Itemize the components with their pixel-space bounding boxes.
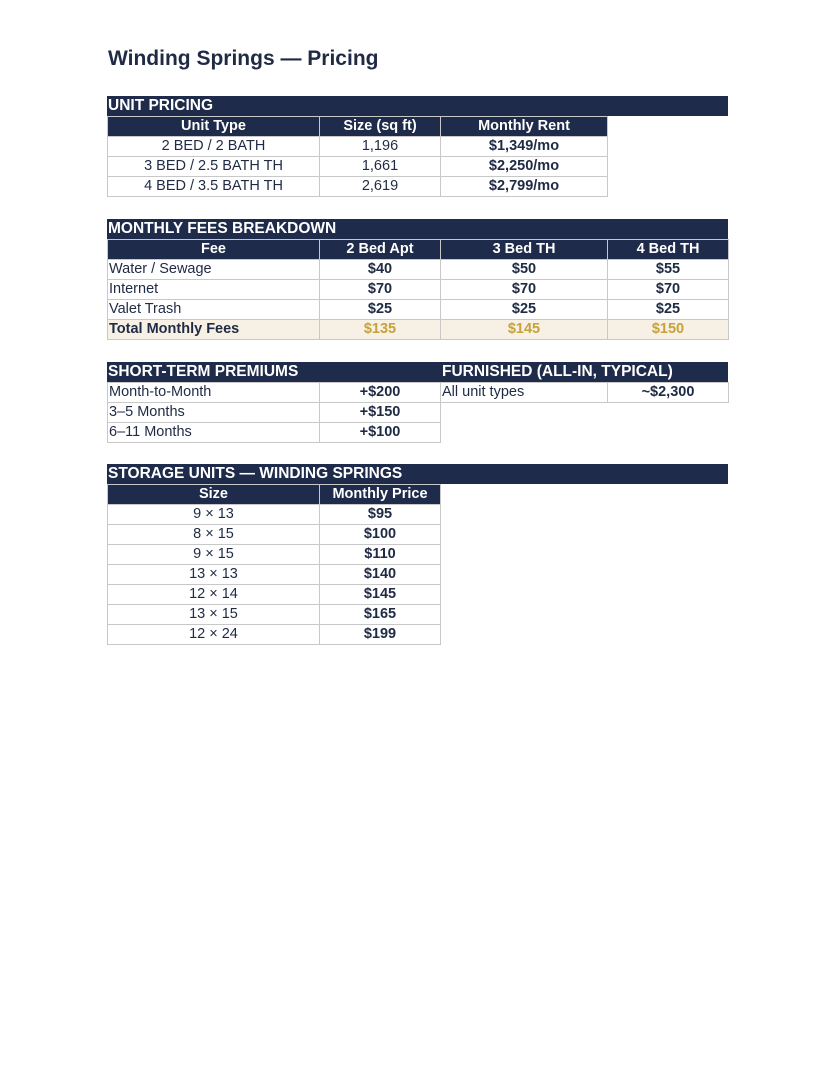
table-header-row <box>108 240 729 260</box>
table-row <box>108 625 441 645</box>
monthly-fees-heading: MONTHLY FEES BREAKDOWN <box>107 219 728 239</box>
column-header: Size <box>108 485 320 505</box>
table-header-row <box>108 117 608 137</box>
column-header: Monthly Rent <box>441 117 608 137</box>
fee-name-cell: Internet <box>108 280 320 300</box>
fee-value-cell: $50 <box>441 260 608 280</box>
fee-value-cell: $25 <box>320 300 441 320</box>
unit-pricing-heading: UNIT PRICING <box>107 96 728 116</box>
storage-size-cell: 13 × 13 <box>108 565 320 585</box>
furnished-table <box>440 382 729 403</box>
storage-size-cell: 12 × 24 <box>108 625 320 645</box>
term-label-cell: 6–11 Months <box>108 423 320 443</box>
storage-price-cell: $199 <box>320 625 441 645</box>
storage-size-cell: 12 × 14 <box>108 585 320 605</box>
storage-price-cell: $145 <box>320 585 441 605</box>
furnished-heading: FURNISHED (ALL-IN, TYPICAL) <box>441 362 728 382</box>
table-row <box>108 260 729 280</box>
storage-price-cell: $110 <box>320 545 441 565</box>
rent-cell: $2,799/mo <box>441 177 608 197</box>
table-row <box>108 157 608 177</box>
column-header: Monthly Price <box>320 485 441 505</box>
table-row <box>108 545 441 565</box>
table-row <box>108 585 441 605</box>
table-row <box>108 137 608 157</box>
term-premium-cell: +$150 <box>320 403 441 423</box>
column-header: Unit Type <box>108 117 320 137</box>
column-header: 3 Bed TH <box>441 240 608 260</box>
total-value-cell: $150 <box>608 320 729 340</box>
unit-type-cell: 2 BED / 2 BATH <box>108 137 320 157</box>
table-row <box>108 565 441 585</box>
term-premium-cell: +$200 <box>320 383 441 403</box>
storage-size-cell: 13 × 15 <box>108 605 320 625</box>
storage-price-cell: $165 <box>320 605 441 625</box>
term-label-cell: Month-to-Month <box>108 383 320 403</box>
table-row <box>108 300 729 320</box>
total-value-cell: $145 <box>441 320 608 340</box>
unit-type-cell: 4 BED / 3.5 BATH TH <box>108 177 320 197</box>
furnished-label-cell: All unit types <box>441 383 608 403</box>
fee-value-cell: $70 <box>320 280 441 300</box>
term-label-cell: 3–5 Months <box>108 403 320 423</box>
table-row <box>108 280 729 300</box>
rent-cell: $1,349/mo <box>441 137 608 157</box>
fee-value-cell: $55 <box>608 260 729 280</box>
storage-size-cell: 9 × 15 <box>108 545 320 565</box>
monthly-fees-table <box>107 239 729 340</box>
page-title: Winding Springs — Pricing <box>108 47 379 70</box>
short-term-table <box>107 382 441 443</box>
storage-price-cell: $100 <box>320 525 441 545</box>
fee-value-cell: $40 <box>320 260 441 280</box>
table-row <box>108 423 441 443</box>
fee-value-cell: $70 <box>441 280 608 300</box>
fee-value-cell: $25 <box>608 300 729 320</box>
furnished-price-cell: ~$2,300 <box>608 383 729 403</box>
storage-size-cell: 8 × 15 <box>108 525 320 545</box>
fee-value-cell: $70 <box>608 280 729 300</box>
storage-price-cell: $95 <box>320 505 441 525</box>
column-header: Size (sq ft) <box>320 117 441 137</box>
size-cell: 2,619 <box>320 177 441 197</box>
term-premium-cell: +$100 <box>320 423 441 443</box>
unit-pricing-table <box>107 116 608 197</box>
unit-type-cell: 3 BED / 2.5 BATH TH <box>108 157 320 177</box>
column-header: Fee <box>108 240 320 260</box>
table-row <box>108 403 441 423</box>
table-row <box>441 383 729 403</box>
fee-value-cell: $25 <box>441 300 608 320</box>
storage-table <box>107 484 441 645</box>
storage-price-cell: $140 <box>320 565 441 585</box>
short-term-heading: SHORT-TERM PREMIUMS <box>107 362 441 382</box>
rent-cell: $2,250/mo <box>441 157 608 177</box>
fee-name-cell: Water / Sewage <box>108 260 320 280</box>
table-row <box>108 383 441 403</box>
total-row <box>108 320 729 340</box>
size-cell: 1,661 <box>320 157 441 177</box>
table-header-row <box>108 485 441 505</box>
total-value-cell: $135 <box>320 320 441 340</box>
table-row <box>108 605 441 625</box>
table-row <box>108 177 608 197</box>
fee-name-cell: Valet Trash <box>108 300 320 320</box>
table-row <box>108 505 441 525</box>
column-header: 4 Bed TH <box>608 240 729 260</box>
column-header: 2 Bed Apt <box>320 240 441 260</box>
size-cell: 1,196 <box>320 137 441 157</box>
storage-size-cell: 9 × 13 <box>108 505 320 525</box>
table-row <box>108 525 441 545</box>
storage-heading: STORAGE UNITS — WINDING SPRINGS <box>107 464 728 484</box>
total-label-cell: Total Monthly Fees <box>108 320 320 340</box>
